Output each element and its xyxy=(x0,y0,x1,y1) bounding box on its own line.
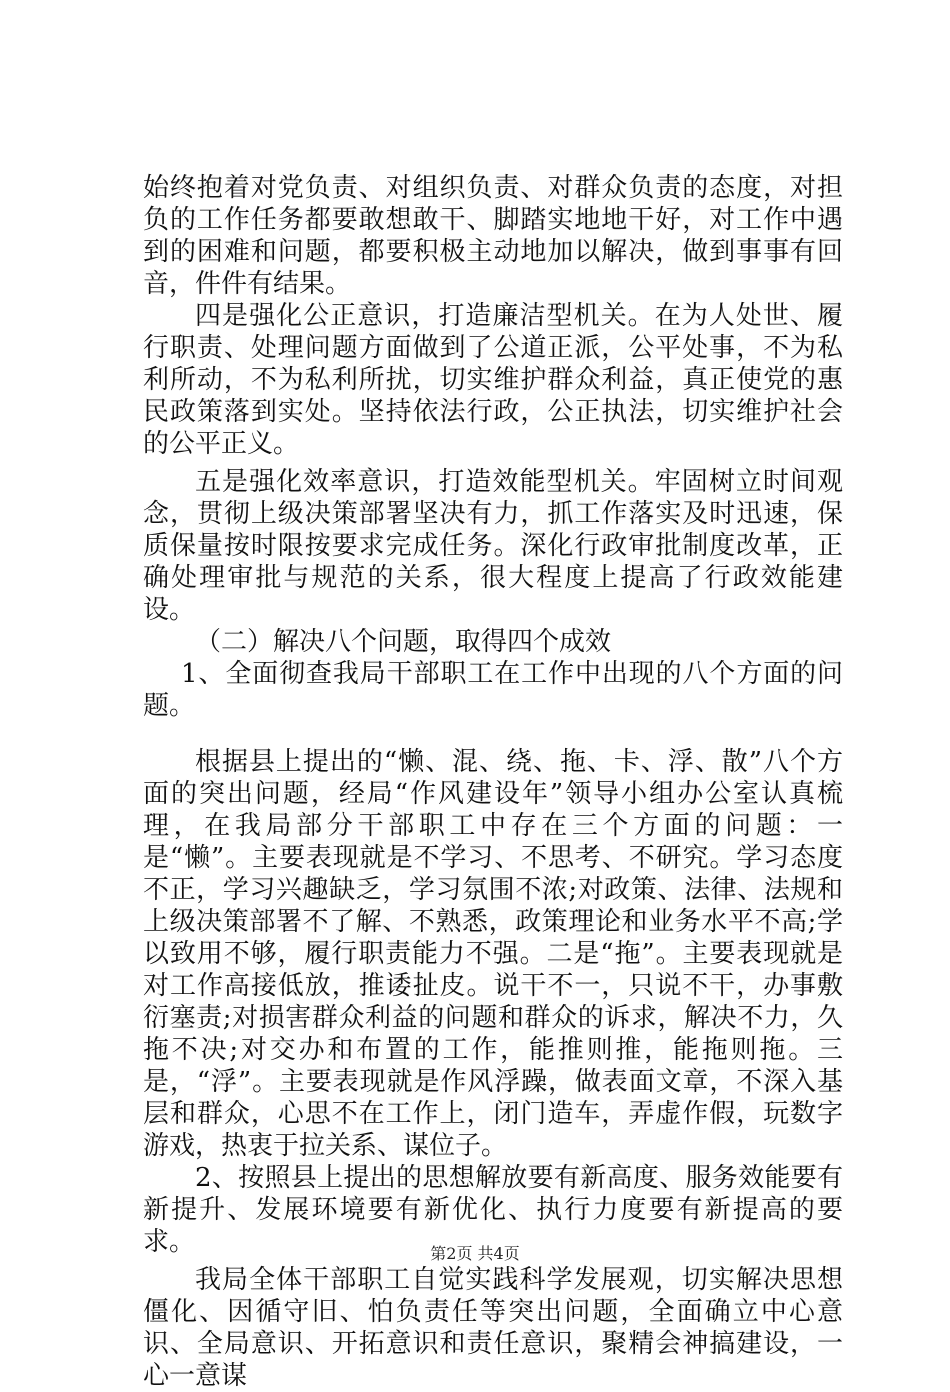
paragraph-continuation: 始终抱着对党负责、对组织负责、对群众负责的态度，对担负的工作任务都要敢想敢干、脚踏实地地干好，对工作中遇到的困难和问题，都要积极主动地加以解决，做到事事有回音，件件有结果。 xyxy=(143,173,843,299)
paragraph-point-five: 五是强化效率意识，打造效能型机关。牢固树立时间观念，贯彻上级决策部署坚决有力，抓工作落实及时迅速，保质保量按时限按要求完成任务。深化行政审批制度改革，正确处理审批与规范的关系，很大程度上提高了行政效能建设。 xyxy=(143,467,843,625)
item-two-heading: 2、按照县上提出的思想解放要有新高度、服务效能要有新提升、发展环境要有新优化、执行力度要有新提高的要求。 xyxy=(143,1163,843,1257)
section-heading-two: （二）解决八个问题，取得四个成效 xyxy=(195,627,612,657)
paragraph-problems: 根据县上提出的“懒、混、绕、拖、卡、浮、散”八个方面的突出问题，经局“作风建设年”领导小组办公室认真梳理，在我局部分干部职工中存在三个方面的问题：一是“懒”。主要表现就是不学习、不思考、不研究。学习态度不正，学习兴趣缺乏，学习氛围不浓;对政策、法律、法规和上级决策部署不了解、不熟悉，政策理论和业务水平不高;学以致用不够，履行职责能力不强。二是“拖”。主要表现就是对工作高接低放，推诿扯皮。说干不一，只说不干，办事敷衍塞责;对损害群众利益的问题和群众的诉求，解决不力，久拖不决;对交办和布置的工作，能推则推，能拖则拖。三是，“浮”。主要表现就是作风浮躁，做表面文章，不深入基层和群众，心思不在工作上，闭门造车，弄虚作假，玩数字游戏，热衷于拉关系、谋位子。 xyxy=(143,747,843,1161)
document-body xyxy=(143,172,843,1392)
paragraph-point-four: 四是强化公正意识，打造廉洁型机关。在为人处世、履行职责、处理问题方面做到了公道正派，公平处事，不为私利所动，不为私利所扰，切实维护群众利益，真正使党的惠民政策落到实处。坚持依法行政，公正执法，切实维护社会的公平正义。 xyxy=(143,301,843,459)
paragraph-practice: 我局全体干部职工自觉实践科学发展观，切实解决思想僵化、因循守旧、怕负责任等突出问题，全面确立中心意识、全局意识、开拓意识和责任意识，聚精会神搞建设，一心一意谋 xyxy=(143,1265,843,1391)
item-one-heading: 1、全面彻查我局干部职工在工作中出现的八个方面的问题。 xyxy=(143,659,843,721)
page-footer: 第2页 共4页 xyxy=(430,1244,520,1263)
